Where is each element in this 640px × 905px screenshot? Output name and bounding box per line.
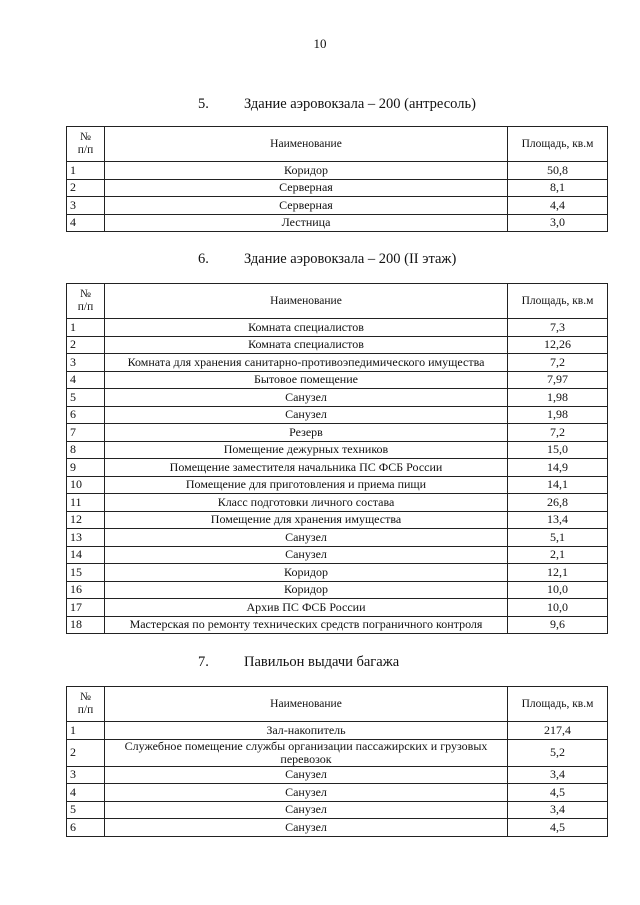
table-row (67, 214, 608, 232)
row-number: 5 (67, 389, 105, 407)
room-area: 7,3 (508, 319, 608, 337)
room-area: 3,4 (508, 766, 608, 784)
room-name: Помещение заместителя начальника ПС ФСБ России (105, 459, 508, 477)
table-row (67, 354, 608, 372)
room-area: 5,1 (508, 529, 608, 547)
row-number: 4 (67, 371, 105, 389)
section-title-text: Здание аэровокзала – 200 (антресоль) (244, 96, 476, 112)
row-number: 15 (67, 564, 105, 582)
row-number: 4 (67, 784, 105, 802)
room-name: Резерв (105, 424, 508, 442)
header-no: № п/п (67, 687, 105, 722)
table-row (67, 564, 608, 582)
room-area: 12,26 (508, 336, 608, 354)
room-name: Коридор (105, 581, 508, 599)
section-number: 6. (198, 251, 209, 267)
room-area: 7,2 (508, 424, 608, 442)
row-number: 1 (67, 319, 105, 337)
room-name: Санузел (105, 801, 508, 819)
room-area: 2,1 (508, 546, 608, 564)
table-header-row (67, 284, 608, 319)
room-area: 8,1 (508, 179, 608, 197)
room-area: 15,0 (508, 441, 608, 459)
room-name: Помещение для хранения имущества (105, 511, 508, 529)
header-no: № п/п (67, 284, 105, 319)
table-row (67, 459, 608, 477)
table-row (67, 599, 608, 617)
table-row (67, 371, 608, 389)
header-no: № п/п (67, 127, 105, 162)
room-name: Мастерская по ремонту технических средств пограничного контроля (105, 616, 508, 634)
table-row (67, 162, 608, 180)
room-name: Санузел (105, 819, 508, 837)
room-area: 10,0 (508, 581, 608, 599)
table-row (67, 581, 608, 599)
table-row (67, 494, 608, 512)
room-name: Серверная (105, 197, 508, 215)
room-name: Зал-накопитель (105, 722, 508, 740)
room-name: Санузел (105, 784, 508, 802)
room-name: Класс подготовки личного состава (105, 494, 508, 512)
table-row (67, 616, 608, 634)
row-number: 7 (67, 424, 105, 442)
room-area: 13,4 (508, 511, 608, 529)
row-number: 18 (67, 616, 105, 634)
room-name: Санузел (105, 529, 508, 547)
table-row (67, 784, 608, 802)
room-area: 14,9 (508, 459, 608, 477)
room-name: Помещение дежурных техников (105, 441, 508, 459)
room-name: Комната специалистов (105, 319, 508, 337)
row-number: 10 (67, 476, 105, 494)
row-number: 14 (67, 546, 105, 564)
row-number: 3 (67, 354, 105, 372)
room-area: 9,6 (508, 616, 608, 634)
table-row (67, 511, 608, 529)
table-row (67, 766, 608, 784)
room-area: 14,1 (508, 476, 608, 494)
row-number: 12 (67, 511, 105, 529)
section-title-text: Здание аэровокзала – 200 (II этаж) (244, 251, 457, 267)
room-name: Помещение для приготовления и приема пищи (105, 476, 508, 494)
table-section-6 (66, 283, 608, 634)
room-name: Серверная (105, 179, 508, 197)
row-number: 11 (67, 494, 105, 512)
section-number: 5. (198, 96, 209, 112)
room-name: Архив ПС ФСБ России (105, 599, 508, 617)
room-area: 217,4 (508, 722, 608, 740)
header-name: Наименование (105, 687, 508, 722)
table-header-row (67, 127, 608, 162)
row-number: 6 (67, 819, 105, 837)
table-section-5 (66, 126, 608, 232)
row-number: 3 (67, 766, 105, 784)
header-area: Площадь, кв.м (508, 284, 608, 319)
row-number: 6 (67, 406, 105, 424)
row-number: 13 (67, 529, 105, 547)
table-row (67, 739, 608, 766)
room-name: Санузел (105, 406, 508, 424)
section-title-text: Павильон выдачи багажа (244, 654, 400, 670)
header-name: Наименование (105, 284, 508, 319)
table-row (67, 179, 608, 197)
header-area: Площадь, кв.м (508, 687, 608, 722)
room-area: 12,1 (508, 564, 608, 582)
table-row (67, 389, 608, 407)
room-area: 4,5 (508, 819, 608, 837)
room-name: Санузел (105, 546, 508, 564)
row-number: 2 (67, 739, 105, 766)
room-name: Служебное помещение службы организации пассажирских и грузовых перевозок (105, 739, 508, 766)
table-row (67, 319, 608, 337)
row-number: 2 (67, 179, 105, 197)
table-row (67, 546, 608, 564)
table-row (67, 801, 608, 819)
row-number: 2 (67, 336, 105, 354)
room-area: 1,98 (508, 406, 608, 424)
header-area: Площадь, кв.м (508, 127, 608, 162)
room-area: 50,8 (508, 162, 608, 180)
row-number: 9 (67, 459, 105, 477)
row-number: 16 (67, 581, 105, 599)
room-area: 4,4 (508, 197, 608, 215)
section-number: 7. (198, 654, 209, 670)
row-number: 17 (67, 599, 105, 617)
table-section-7 (66, 686, 608, 837)
table-row (67, 406, 608, 424)
table-row (67, 336, 608, 354)
room-name: Коридор (105, 162, 508, 180)
room-name: Санузел (105, 766, 508, 784)
table-row (67, 197, 608, 215)
room-name: Бытовое помещение (105, 371, 508, 389)
room-area: 7,97 (508, 371, 608, 389)
table-row (67, 424, 608, 442)
room-area: 26,8 (508, 494, 608, 512)
row-number: 4 (67, 214, 105, 232)
table-row (67, 476, 608, 494)
table-row (67, 819, 608, 837)
room-area: 7,2 (508, 354, 608, 372)
page-number: 10 (313, 36, 327, 51)
row-number: 3 (67, 197, 105, 215)
room-area: 1,98 (508, 389, 608, 407)
table-row (67, 722, 608, 740)
room-name: Комната для хранения санитарно-противоэпедимического имущества (105, 354, 508, 372)
header-name: Наименование (105, 127, 508, 162)
room-name: Комната специалистов (105, 336, 508, 354)
table-row (67, 529, 608, 547)
room-name: Лестница (105, 214, 508, 232)
room-area: 10,0 (508, 599, 608, 617)
room-area: 3,4 (508, 801, 608, 819)
table-row (67, 441, 608, 459)
room-area: 5,2 (508, 739, 608, 766)
room-area: 4,5 (508, 784, 608, 802)
room-area: 3,0 (508, 214, 608, 232)
row-number: 5 (67, 801, 105, 819)
room-name: Санузел (105, 389, 508, 407)
row-number: 1 (67, 722, 105, 740)
row-number: 1 (67, 162, 105, 180)
table-header-row (67, 687, 608, 722)
row-number: 8 (67, 441, 105, 459)
room-name: Коридор (105, 564, 508, 582)
